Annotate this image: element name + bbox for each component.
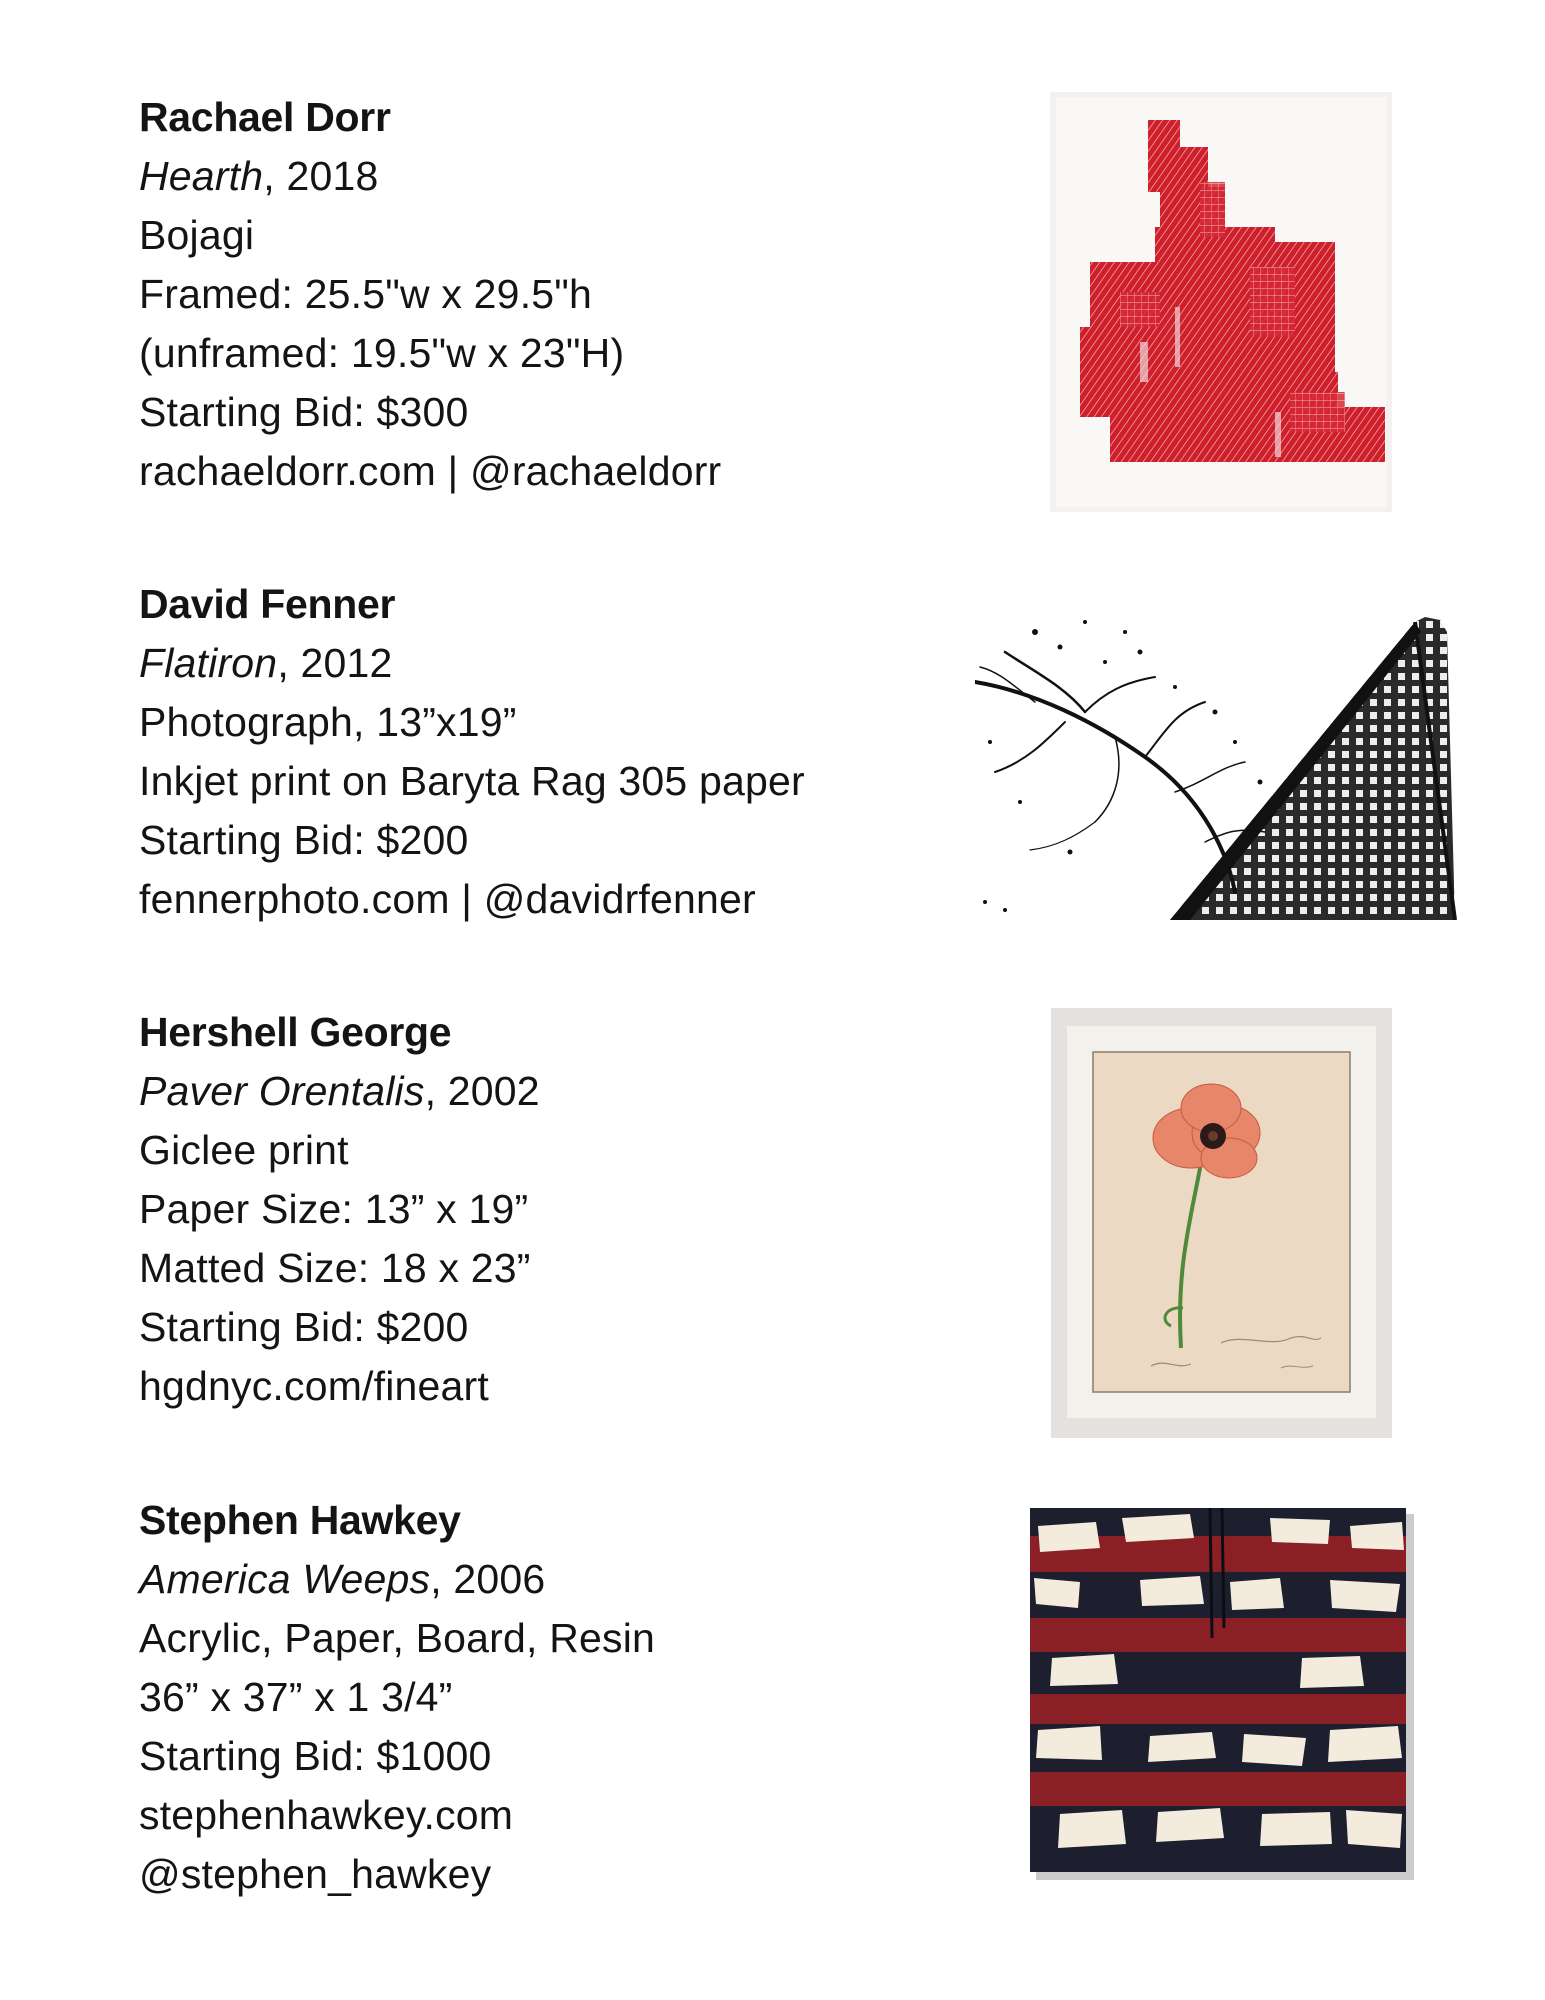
red-bojagi-artwork-image (1050, 92, 1392, 512)
artwork-medium: Photograph, 13”x19” (139, 699, 517, 745)
artwork-title-line (139, 1550, 655, 1609)
artwork-matted-size: Matted Size: 18 x 23” (139, 1245, 531, 1291)
artwork-title-line (139, 147, 721, 206)
artwork-year: , 2002 (424, 1068, 540, 1114)
red-bojagi-artwork-icon (1050, 92, 1392, 512)
artist-name: David Fenner (139, 581, 396, 627)
artist-website: rachaeldorr.com | @rachaeldorr (139, 448, 722, 494)
artwork-medium: Giclee print (139, 1127, 349, 1173)
artwork-entry (139, 1491, 655, 1904)
artwork-year: , 2018 (263, 153, 379, 199)
artwork-entry (139, 88, 721, 501)
artist-website: stephenhawkey.com (139, 1792, 514, 1838)
artwork-dimensions-unframed: (unframed: 19.5"w x 23"H) (139, 330, 625, 376)
artist-name: Hershell George (139, 1009, 452, 1055)
artist-name: Rachael Dorr (139, 94, 391, 140)
torn-flag-artwork-icon (1030, 1508, 1414, 1880)
poppy-flower-print-image (1051, 1008, 1392, 1438)
torn-flag-artwork-image (1030, 1508, 1414, 1880)
artist-website: hgdnyc.com/fineart (139, 1363, 489, 1409)
artwork-title: Paver Orentalis (139, 1068, 425, 1114)
artist-name: Stephen Hawkey (139, 1497, 461, 1543)
starting-bid: Starting Bid: $200 (139, 1304, 469, 1350)
artwork-dimensions: Framed: 25.5"w x 29.5"h (139, 271, 593, 317)
artwork-paper-size: Paper Size: 13” x 19” (139, 1186, 529, 1232)
artwork-medium: Bojagi (139, 212, 255, 258)
artwork-entry (139, 1003, 540, 1416)
artwork-title-line (139, 1062, 540, 1121)
artwork-medium: Acrylic, Paper, Board, Resin (139, 1615, 656, 1661)
artwork-dimensions: 36” x 37” x 1 3/4” (139, 1674, 453, 1720)
artist-website: fennerphoto.com | @davidrfenner (139, 876, 756, 922)
artist-instagram: @stephen_hawkey (139, 1851, 492, 1897)
poppy-flower-print-icon (1051, 1008, 1392, 1438)
starting-bid: Starting Bid: $1000 (139, 1733, 492, 1779)
flatiron-building-photo-image (975, 592, 1465, 920)
artwork-year: , 2012 (277, 640, 393, 686)
starting-bid: Starting Bid: $300 (139, 389, 469, 435)
artwork-entry (139, 575, 805, 929)
artwork-title: Flatiron (139, 640, 278, 686)
artwork-title: Hearth (139, 153, 264, 199)
artwork-title-line (139, 634, 805, 693)
starting-bid: Starting Bid: $200 (139, 817, 469, 863)
flatiron-building-photo-icon (975, 592, 1465, 920)
artwork-year: , 2006 (430, 1556, 546, 1602)
artwork-print-details: Inkjet print on Baryta Rag 305 paper (139, 758, 805, 804)
artwork-title: America Weeps (139, 1556, 431, 1602)
